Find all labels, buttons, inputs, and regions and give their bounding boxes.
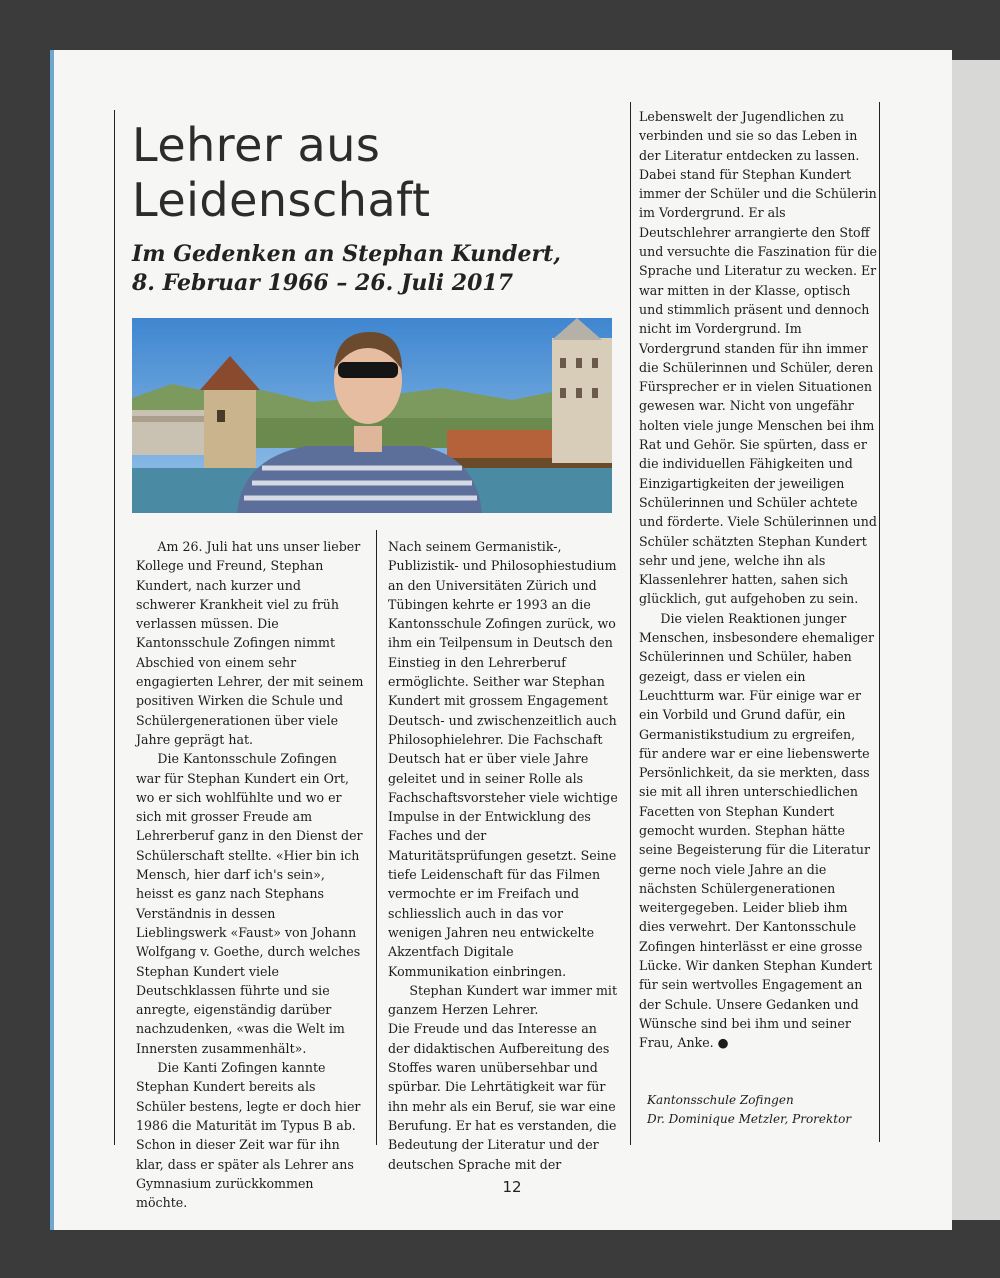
column-rule (114, 110, 115, 1145)
article-column-2 (388, 537, 618, 1174)
paragraph: Die Kanti Zofingen kannte Stephan Kundert bereits als Schüler bestens, legte er doch hier 1986 die Maturität im Typus B ab. Schon in dieser Zeit war für ihn klar, dass er später als Lehrer ans Gymnasium zurückkommen möchte. (136, 1060, 361, 1211)
headline-line-2: Leidenschaft (132, 173, 431, 227)
column-rule (630, 102, 631, 1145)
paragraph: Stephan Kundert war immer mit ganzem Herzen Lehrer. (388, 982, 618, 1018)
article-column-3 (639, 107, 877, 1053)
magazine-page (50, 50, 952, 1230)
column-rule (879, 102, 880, 1142)
subtitle-line-2: 8. Februar 1966 – 26. Juli 2017 (132, 270, 514, 296)
signature-institution: Kantonsschule Zofingen (647, 1093, 794, 1107)
page-number: 12 (502, 1178, 522, 1196)
facing-page-edge (950, 60, 1000, 1220)
headline-line-1: Lehrer aus (132, 118, 381, 172)
signature-author: Dr. Dominique Metzler, Prorektor (647, 1112, 852, 1126)
column-rule (376, 530, 377, 1145)
subtitle-line-1: Im Gedenken an Stephan Kundert, (132, 241, 561, 267)
paragraph: Nach seinem Germanistik-, Publizistik- und Philosophiestudium an den Universitäten Zürich und Tübingen kehrte er 1993 an die Kantonsschule Zofingen zurück, wo ihm ein Teilpensum in Deutsch den Einstieg in den Lehrerberuf ermöglichte. Seither war Stephan Kundert mit grossem Engagement Deutsch- und zwischenzeitlich auch Philosophielehrer. Die Fachschaft Deutsch hat er über viele Jahre geleitet und in seiner Rolle als Fachschaftsvorsteher viele wichtige Impulse in der Entwicklung des Faches und der Maturitätsprüfungen gesetzt. Seine tiefe Leidenschaft für das Filmen vermochte er im Freifach und schliesslich auch in das vor wenigen Jahren neu entwickelte Akzentfach Digitale Kommunikation einbringen. (388, 539, 618, 979)
article-column-1 (136, 537, 364, 1212)
portrait-photo (132, 318, 612, 513)
paragraph: Die Freude und das Interesse an der didaktischen Aufbereitung des Stoffes waren unübersehbar und spürbar. Die Lehrtätigkeit war für ihn mehr als ein Beruf, sie war eine Berufung. Er hat es verstanden, die Bedeutung der Literatur und der deutschen Sprache mit der (388, 1021, 617, 1172)
headline (132, 118, 431, 228)
paragraph: Am 26. Juli hat uns unser lieber Kollege und Freund, Stephan Kundert, nach kurzer und schwerer Krankheit viel zu früh verlassen müssen. Die Kantonsschule Zofingen nimmt Abschied von einem sehr engagierten Lehrer, der mit seinem positiven Wirken die Schule und Schülergenerationen über viele Jahre geprägt hat. (136, 539, 364, 747)
paragraph: Lebenswelt der Jugendlichen zu verbinden und sie so das Leben in der Literatur entdecken zu lassen. Dabei stand für Stephan Kundert immer der Schüler und die Schülerin im Vordergrund. Er als Deutschlehrer arrangierte den Stoff und versuchte die Faszination für die Sprache und Literatur zu wecken. Er war mitten in der Klasse, optisch und stimmlich präsent und dennoch nicht im Vordergrund. Im Vordergrund standen für ihn immer die Schülerinnen und Schüler, deren Fürsprecher er in vielen Situationen gewesen war. Nicht von ungefähr holten viele junge Menschen bei ihm Rat und Gehör. Sie spürten, dass er die individuellen Fähigkeiten und Einzigartigkeiten der jeweiligen Schülerinnen und Schüler achtete und förderte. Viele Schülerinnen und Schüler schätzten Stephan Kundert sehr und jene, welche ihn als Klassenlehrer hatten, sahen sich glücklich, gut aufgehoben zu sein. (639, 109, 877, 607)
subtitle (132, 240, 561, 298)
paragraph: Die Kantonsschule Zofingen war für Stephan Kundert ein Ort, wo er sich wohlfühlte und wo er sich mit grosser Freude am Lehrerberuf ganz in den Dienst der Schülerschaft stellte. «Hier bin ich Mensch, hier darf ich's sein», heisst es ganz nach Stephans Verständnis in dessen Lieblingswerk «Faust» von Johann Wolfgang v. Goethe, durch welches Stephan Kundert viele Deutschklassen führte und sie anregte, eigenständig darüber nachzudenken, «was die Welt im Innersten zusammenhält». (136, 751, 363, 1056)
paragraph: Die vielen Reaktionen junger Menschen, insbesondere ehemaliger Schülerinnen und Schüler, haben gezeigt, dass er vielen ein Leuchtturm war. Für einige war er ein Vorbild und Grund dafür, ein Germanistikstudium zu ergreifen, für andere war er eine liebenswerte Persönlichkeit, da sie merkten, dass sie mit all ihren unterschiedlichen Facetten von Stephan Kundert gemocht wurden. Stephan hätte seine Begeisterung für die Literatur gerne noch viele Jahre an die nächsten Schülergenerationen weitergegeben. Leider blieb ihm dies verwehrt. Der Kantonsschule Zofingen hinterlässt er eine grosse Lücke. Wir danken Stephan Kundert für sein wertvolles Engagement an der Schule. Unsere Gedanken und Wünsche sind bei ihm und seiner Frau, Anke. ● (639, 610, 874, 1051)
